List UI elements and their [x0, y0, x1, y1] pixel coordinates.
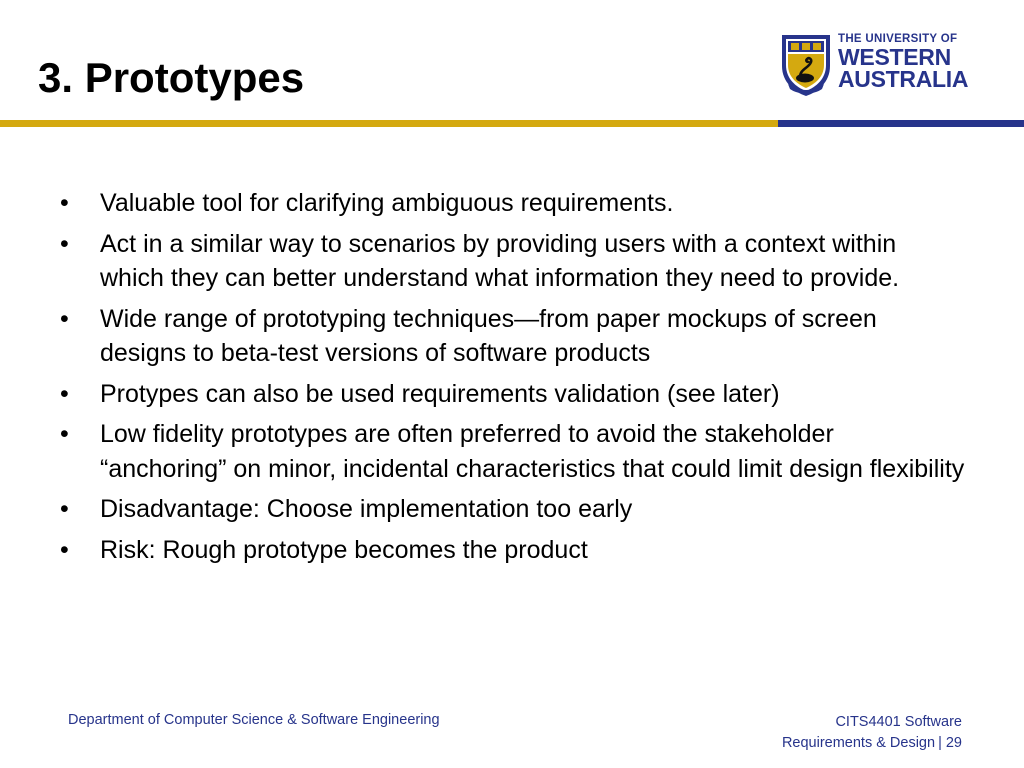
- university-logo: [780, 30, 970, 100]
- bullet-icon: •: [60, 495, 69, 523]
- footer-course-line-2: [782, 733, 962, 754]
- bullet-text: Risk: Rough prototype becomes the product: [100, 535, 588, 564]
- bullet-item: [56, 417, 966, 486]
- slide-title: 3. Prototypes: [38, 54, 305, 101]
- bullet-item: [56, 227, 966, 296]
- header-rule-gold: [0, 120, 778, 127]
- bullet-icon: •: [60, 189, 69, 217]
- bullet-text: Valuable tool for clarifying ambiguous requirements.: [100, 189, 674, 217]
- logo-line-1: THE UNIVERSITY OF: [838, 33, 958, 45]
- bullet-icon: •: [60, 229, 69, 258]
- footer-separator: |: [938, 735, 942, 751]
- bullet-icon: •: [60, 379, 69, 408]
- header-rule: [0, 120, 1024, 127]
- bullet-item: [56, 492, 966, 527]
- footer-department: Department of Computer Science & Software Engineering: [68, 712, 440, 728]
- bullet-icon: •: [60, 535, 69, 564]
- bullet-text: Disadvantage: Choose implementation too early: [100, 495, 633, 523]
- footer-course-name: Requirements & Design: [781, 735, 936, 751]
- bullet-text: Protypes can also be used requirements validation (see later): [100, 379, 780, 408]
- logo-line-3: AUSTRALIA: [838, 66, 969, 92]
- bullet-icon: •: [60, 420, 69, 448]
- bullet-item: [56, 533, 966, 568]
- bullet-icon: •: [60, 304, 69, 333]
- page-number: 29: [945, 735, 962, 751]
- header-rule-blue: [778, 120, 1024, 127]
- bullet-item: [56, 186, 966, 221]
- bullet-item: [56, 377, 966, 412]
- university-crest-icon: [780, 32, 832, 98]
- footer-course: [782, 712, 962, 754]
- logo-wordmark: [838, 32, 968, 90]
- footer-course-line-1: CITS4401 Software: [835, 714, 962, 730]
- bullet-list: [56, 186, 966, 573]
- bullet-text: Act in a similar way to scenarios by providing users with a context within which they can better understand what information they need to provide.: [100, 229, 900, 292]
- bullet-text: Low fidelity prototypes are often preferred to avoid the stakeholder “anchoring” on minor, incidental characteristics that could limit design flexibility: [100, 420, 965, 483]
- bullet-text: Wide range of prototyping techniques—from paper mockups of screen designs to beta-test versions of software products: [100, 304, 877, 367]
- logo-line-2: WESTERN: [838, 44, 951, 70]
- bullet-item: [56, 302, 966, 371]
